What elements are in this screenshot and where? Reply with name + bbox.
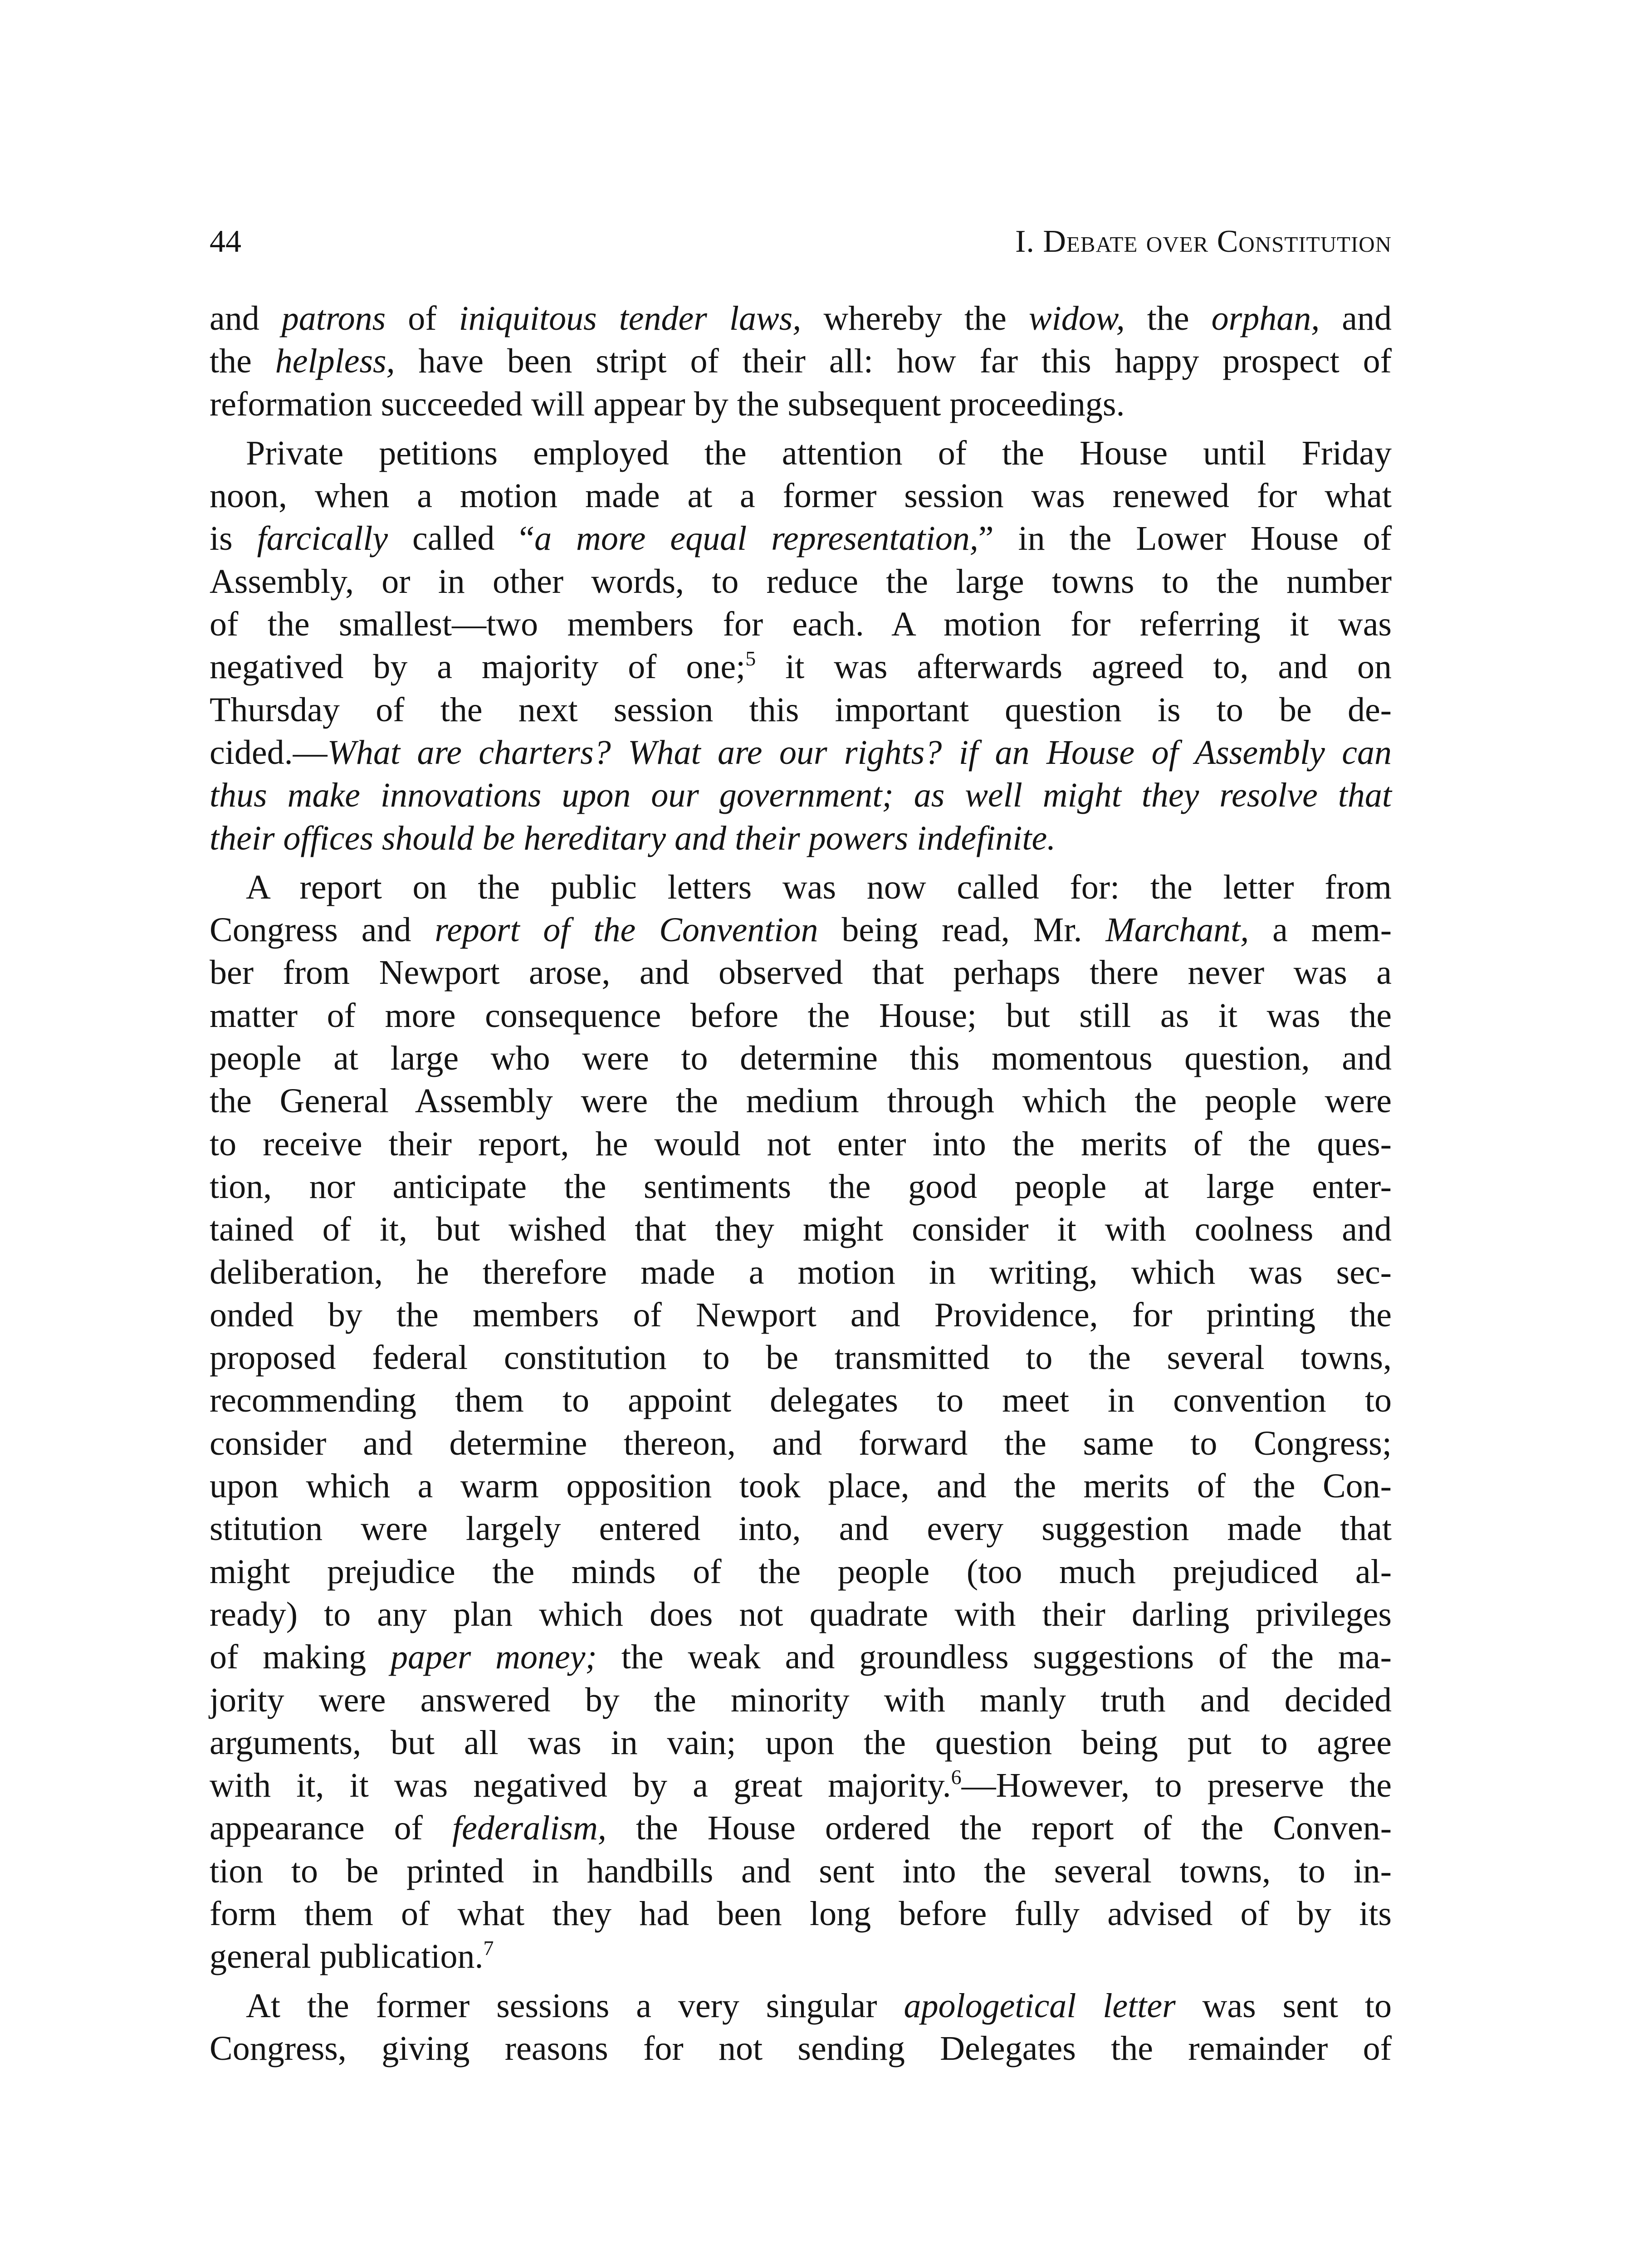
- text-line: Congress, giving reasons for not sending Delegates the remainder of: [210, 2029, 1392, 2068]
- running-head: [210, 217, 1392, 267]
- text-line: onded by the members of Newport and Providence, for printing the: [210, 1295, 1392, 1334]
- text-line: proposed federal constitution to be transmitted to the several towns,: [210, 1339, 1392, 1377]
- text-line: Assembly, or in other words, to reduce the large towns to the number: [210, 562, 1392, 601]
- text-line: ready) to any plan which does not quadrate with their darling privileges: [210, 1595, 1392, 1633]
- text-line: Congress and report of the Convention being read, Mr. Marchant, a mem-: [210, 911, 1392, 949]
- text-line: negatived by a majority of one;$^5$ it was afterwards agreed to, and on: [210, 647, 1392, 686]
- text-line: recommending them to appoint delegates to meet in convention to: [210, 1381, 1392, 1420]
- text-line: is farcically called “a more equal representation,” in the Lower House of: [210, 519, 1392, 558]
- text-line: jority were answered by the minority with manly truth and decided: [210, 1681, 1392, 1719]
- text-line: matter of more consequence before the House; but still as it was the: [210, 996, 1392, 1035]
- text-line: consider and determine thereon, and forward the same to Congress;: [210, 1424, 1392, 1462]
- text-line: thus make innovations upon our government; as well might they resolve that: [210, 776, 1392, 815]
- text-line: cided.—What are charters? What are our rights? if an House of Assembly can: [210, 733, 1392, 772]
- text-line: reformation succeeded will appear by the subsequent proceedings.: [210, 385, 1125, 423]
- text-line: noon, when a motion made at a former session was renewed for what: [210, 477, 1392, 515]
- text-line: stitution were largely entered into, and every suggestion made that: [210, 1510, 1392, 1548]
- text-line: upon which a warm opposition took place, and the merits of the Con-: [210, 1467, 1392, 1505]
- text-line: A report on the public letters was now called for: the letter from: [246, 868, 1392, 906]
- text-line: their offices should be hereditary and their powers indefinite.: [210, 819, 1056, 857]
- text-line: tion to be printed in handbills and sent into the several towns, to in-: [210, 1852, 1392, 1890]
- text-line: ber from Newport arose, and observed that perhaps there never was a: [210, 953, 1392, 992]
- text-line: and patrons of iniquitous tender laws, whereby the widow, the orphan, and: [210, 299, 1392, 337]
- paragraph-gap: [210, 860, 1392, 866]
- text-line: arguments, but all was in vain; upon the question being put to agree: [210, 1723, 1392, 1762]
- text-line: deliberation, he therefore made a motion in writing, which was sec-: [210, 1253, 1392, 1291]
- text-line: the General Assembly were the medium through which the people were: [210, 1082, 1392, 1120]
- text-line: with it, it was negatived by a great majority.$^6$—However, to preserve the: [210, 1765, 1392, 1805]
- text-line: general publication.$^7$: [210, 1936, 494, 1976]
- body-text: [210, 297, 1392, 2070]
- text-line: Private petitions employed the attention of the House until Friday: [246, 434, 1392, 472]
- text-line: appearance of federalism, the House ordered the report of the Conven-: [210, 1809, 1392, 1848]
- text-line: form them of what they had been long before fully advised of by its: [210, 1894, 1392, 1933]
- text-line: of the smallest—two members for each. A motion for referring it was: [210, 605, 1392, 644]
- text-line: people at large who were to determine this momentous question, and: [210, 1039, 1392, 1078]
- section-title: I. Debate over Constitution: [1015, 224, 1392, 259]
- text-line: of making paper money; the weak and groundless suggestions of the ma-: [210, 1638, 1392, 1677]
- text-line: might prejudice the minds of the people (too much prejudiced al-: [210, 1552, 1392, 1591]
- text-line: At the former sessions a very singular apologetical letter was sent to: [246, 1986, 1392, 2025]
- paragraph-gap: [210, 425, 1392, 432]
- text-line: tained of it, but wished that they might consider it with coolness and: [210, 1210, 1392, 1249]
- page-number: 44: [210, 224, 241, 259]
- text-line: the helpless, have been stript of their all: how far this happy prospect of: [210, 342, 1392, 381]
- paragraph-gap: [210, 1978, 1392, 1984]
- text-line: Thursday of the next session this important question is to be de-: [210, 690, 1392, 729]
- text-line: tion, nor anticipate the sentiments the good people at large enter-: [210, 1167, 1392, 1206]
- text-line: to receive their report, he would not enter into the merits of the ques-: [210, 1124, 1392, 1163]
